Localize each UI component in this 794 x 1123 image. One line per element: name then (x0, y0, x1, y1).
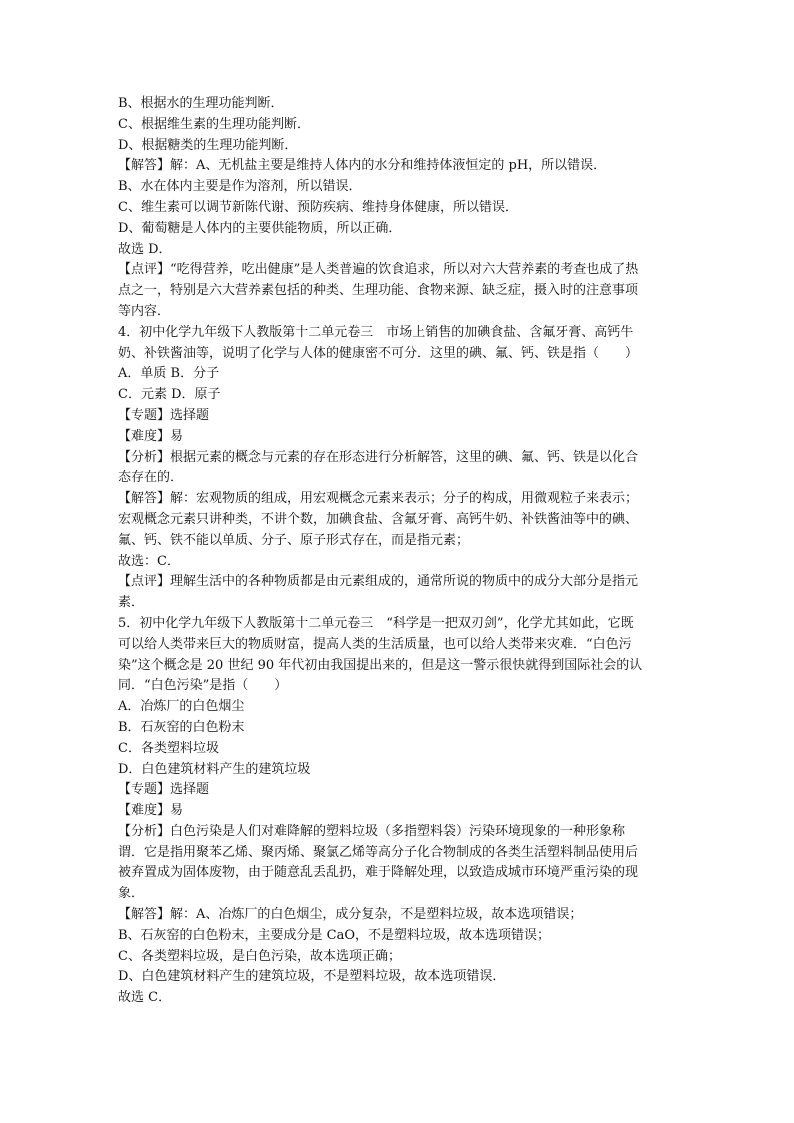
text-line: 谓．它是指用聚苯乙烯、聚丙烯、聚氯乙烯等高分子化合物制成的各类生活塑料制品使用后 (118, 844, 639, 860)
text-line: 故选 C． (118, 990, 172, 1006)
text-line: 【专题】选择题 (118, 782, 210, 798)
text-line: 【点评】理解生活中的各种物质都是由元素组成的，通常所说的物质中的成分大部分是指元 (118, 574, 639, 590)
text-line: D、葡萄糖是人体内的主要供能物质，所以正确． (118, 220, 402, 236)
text-line: 【难度】易 (118, 428, 184, 444)
text-line: B、石灰窑的白色粉末，主要成分是 CaO，不是塑料垃圾，故本选项错误； (118, 927, 551, 943)
text-line: 故选：C． (118, 553, 180, 569)
text-line: 【分析】白色污染是人们对难降解的塑料垃圾（多指塑料袋）污染环境现象的一种形象称 (118, 823, 626, 839)
text-line: 【解答】解：A、冶炼厂的白色烟尘，成分复杂，不是塑料垃圾，故本选项错误； (118, 907, 583, 923)
option-line: D．白色建筑材料产生的建筑垃圾 (118, 761, 311, 777)
text-line: 【难度】易 (118, 803, 184, 819)
text-line: 态存在的． (118, 470, 184, 486)
text-line: 被弃置成为固体废物，由于随意乱丢乱扔，难于降解处理，以致造成城市环境严重污染的现 (118, 865, 639, 881)
text-line: 宏观概念元素只讲种类，不讲个数，加碘食盐、含氟牙膏、高钙牛奶、补铁酱油等中的碘、 (118, 511, 639, 527)
document-body (118, 94, 678, 1009)
text-line: 【解答】解：宏观物质的组成，用宏观概念元素来表示；分子的构成，用微观粒子来表示； (118, 491, 639, 507)
question-line: 染”这个概念是 20 世纪 90 年代初由我国提出来的，但是这一警示很快就得到国际社会的认 (118, 657, 643, 673)
question-line: 5．初中化学九年级下人教版第十二单元卷三 “科学是一把双刃剑”，化学尤其如此，它既 (118, 615, 634, 631)
text-line: 【专题】选择题 (118, 407, 210, 423)
text-line: C、根据维生素的生理功能判断． (118, 116, 310, 132)
text-line: 素． (118, 595, 145, 611)
text-line: D、白色建筑材料产生的建筑垃圾，不是塑料垃圾，故本选项错误． (118, 969, 506, 985)
option-line: C．各类塑料垃圾 (118, 740, 219, 756)
question-line: 可以给人类带来巨大的物质财富，提高人类的生活质量，也可以给人类带来灾难．“白色污 (118, 636, 632, 652)
text-line: 故选 D． (118, 241, 172, 257)
text-line: 等内容． (118, 303, 171, 319)
text-line: 氟、钙、铁不能以单质、分子、原子形式存在，而是指元素； (118, 532, 470, 548)
option-line: A．单质 B．分子 (118, 366, 220, 382)
text-line: B、水在体内主要是作为溶剂，所以错误． (118, 179, 362, 195)
text-line: C、各类塑料垃圾，是白色污染，故本选项正确； (118, 948, 401, 964)
text-line: 【分析】根据元素的概念与元素的存在形态进行分析解答，这里的碘、氟、钙、铁是以化合 (118, 449, 639, 465)
option-line: B．石灰窑的白色粉末 (118, 719, 245, 735)
question-line: 奶、补铁酱油等，说明了化学与人体的健康密不可分．这里的碘、氟、钙、铁是指（ ） (118, 345, 639, 361)
question-line: 同．“白色污染”是指（ ） (118, 678, 288, 694)
text-line: D、根据糖类的生理功能判断． (118, 137, 298, 153)
option-line: C．元素 D．原子 (118, 387, 221, 403)
text-line: 象． (118, 886, 145, 902)
text-line: 【点评】“吃得营养，吃出健康”是人类普遍的饮食追求，所以对六大营养素的考查也成了热 (118, 262, 639, 278)
text-line: 点之一，特别是六大营养素包括的种类、生理功能、食物来源、缺乏症，摄入时的注意事项 (118, 283, 639, 299)
text-line: C、维生素可以调节新陈代谢、预防疾病、维持身体健康，所以错误． (118, 199, 518, 215)
text-line: B、根据水的生理功能判断． (118, 96, 284, 111)
text-line: 【解答】解：A、无机盐主要是维持人体内的水分和维持体液恒定的 pH，所以错误． (118, 158, 607, 174)
option-line: A．冶炼厂的白色烟尘 (118, 699, 245, 715)
question-line: 4．初中化学九年级下人教版第十二单元卷三 市场上销售的加碘食盐、含氟牙膏、高钙牛 (118, 324, 634, 340)
